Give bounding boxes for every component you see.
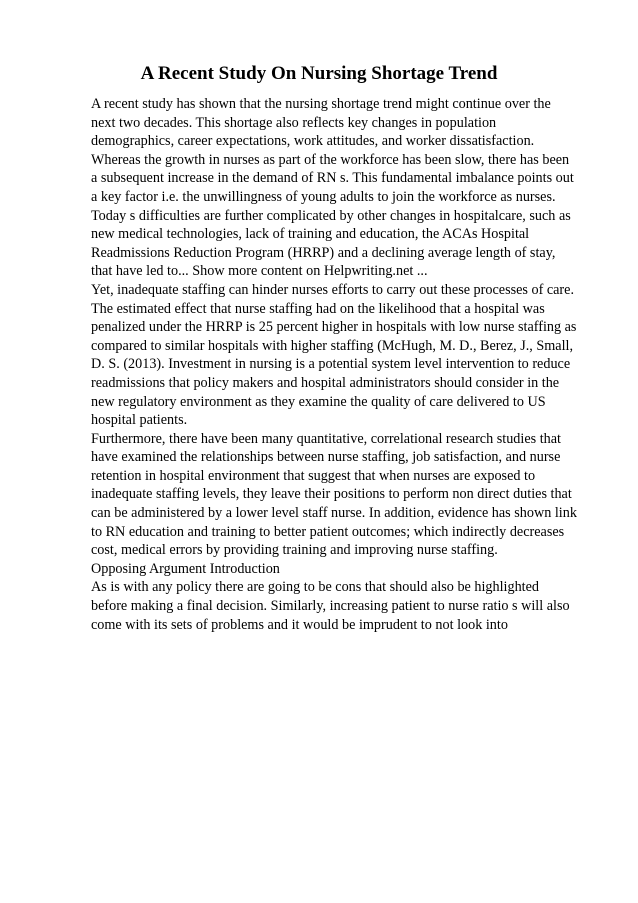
text-line: demographics, career expectations, work attitudes, and worker dissatisfaction. [91,133,535,150]
text-line: new medical technologies, lack of training and education, the ACAs Hospital [91,226,530,243]
document-title: A Recent Study On Nursing Shortage Trend [140,63,498,84]
text-line: a key factor i.e. the unwillingness of young adults to join the workforce as nurses. [91,188,556,205]
text-line: Whereas the growth in nurses as part of the workforce has been slow, there has been [91,151,570,168]
text-line: Furthermore, there have been many quantitative, correlational research studies that [91,430,561,447]
text-line: retention in hospital environment that suggest that when nurses are exposed to [91,467,536,484]
text-line: Today s difficulties are further complicated by other changes in hospitalcare, such as [91,207,571,224]
text-line: A recent study has shown that the nursing shortage trend might continue over the [91,96,551,112]
show-more-line: that have led to... Show more content on Helpwriting.net ... [91,263,428,280]
text-line: penalized under the HRRP is 25 percent higher in hospitals with low nurse staffing as [91,319,577,336]
text-line: cost, medical errors by providing training and improving nurse staffing. [91,542,498,559]
text-line: have examined the relationships between nurse staffing, job satisfaction, and nurse [91,449,561,466]
text-line: The estimated effect that nurse staffing had on the likelihood that a hospital was [91,300,545,317]
text-line: readmissions that policy makers and hospital administrators should consider in the [91,374,560,391]
text-line: compared to similar hospitals with higher staffing (McHugh, M. D., Berez, J., Small, [91,337,574,354]
text-line: D. S. (2013). Investment in nursing is a potential system level intervention to reduce [91,356,571,373]
text-line: As is with any policy there are going to be cons that should also be highlighted [91,579,540,596]
text-line: to RN education and training to better patient outcomes; which indirectly decreases [91,523,565,540]
document-body [91,95,591,634]
text-line: Readmissions Reduction Program (HRRP) and a declining average length of stay, [91,244,556,261]
text-line: come with its sets of problems and it would be imprudent to not look into [91,616,508,633]
text-line: Yet, inadequate staffing can hinder nurses efforts to carry out these processes of care. [91,281,575,298]
text-line: can be administered by a lower level staff nurse. In addition, evidence has shown link [91,505,577,522]
text-line: inadequate staffing levels, they leave their positions to perform non direct duties that [91,486,572,503]
text-line: before making a final decision. Similarly, increasing patient to nurse ratio s will also [91,598,570,615]
text-line: new regulatory environment as they examine the quality of care delivered to US [91,393,546,410]
text-line: next two decades. This shortage also reflects key changes in population [91,114,497,131]
text-line: hospital patients. [91,412,188,429]
section-heading: Opposing Argument Introduction [91,560,280,577]
text-line: a subsequent increase in the demand of RN s. This fundamental imbalance points out [91,170,574,187]
